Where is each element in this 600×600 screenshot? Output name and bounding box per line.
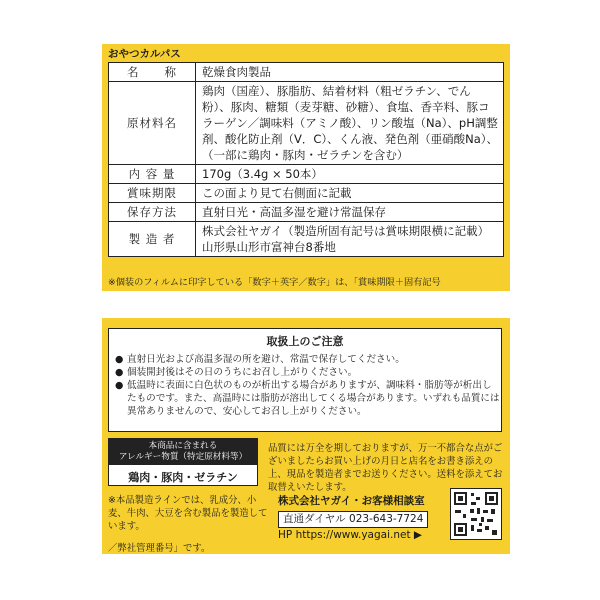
table-row bbox=[109, 165, 504, 184]
spec-header: 名 称 bbox=[109, 63, 196, 82]
notice-text: 個装開封後はその日のうちにお召し上がりください。 bbox=[127, 367, 358, 378]
table-row bbox=[109, 63, 504, 82]
spec-header: 内 容 量 bbox=[109, 165, 196, 184]
phone-number: 直通ダイヤル 023-643-7724 bbox=[278, 511, 428, 528]
manufacturer-name: 株式会社ヤガイ（製造所固有記号は賞味期限横に記載） bbox=[202, 224, 490, 238]
spec-header: 製 造 者 bbox=[109, 222, 196, 257]
spec-header: 原材料名 bbox=[109, 82, 196, 165]
list-item bbox=[115, 353, 501, 366]
notice-text: 直射日光および高温多湿の所を避け、常温で保存してください。 bbox=[127, 354, 405, 365]
handling-notice-title: 取扱上のご注意 bbox=[266, 335, 344, 348]
allergen-header-line1: 本商品に含まれる bbox=[148, 441, 218, 451]
company-name: 株式会社ヤガイ・お客様相談室 bbox=[278, 495, 425, 507]
allergen-header bbox=[109, 439, 257, 465]
bullet-icon: ● bbox=[115, 354, 124, 365]
table-row bbox=[109, 222, 504, 257]
quality-guarantee-text: 品質には万全を期しておりますが、万一不都合な点がございましたらお買い上げの月日と店名をお書き添えの上、現品を製造者までお送りください。送料を添えてお取替えいたします。 bbox=[268, 443, 503, 493]
ingredients-value: 鶏肉（国産）、豚脂肪、結着材料（粗ゼラチン、でん粉）、豚肉、糖類（麦芽糖、砂糖）、食塩、香辛料、豚コラーゲン／調味料（アミノ酸）、リン酸塩（Na）、pH調整剤、酸化防止剤（V．C）、くん液、発色剤（亜硝酸Na）、（一部に鶏肉・豚肉・ゼラチンを含む） bbox=[196, 82, 504, 165]
table-row bbox=[109, 203, 504, 222]
company-contact bbox=[278, 494, 428, 543]
spec-value: 170g（3.4g × 50本） bbox=[196, 165, 504, 184]
spec-value: この面より見て右側面に記載 bbox=[196, 184, 504, 203]
website-link[interactable]: HP https://www.yagai.net ▶ bbox=[278, 529, 422, 541]
spec-value: 乾燥食肉製品 bbox=[196, 63, 504, 82]
list-item bbox=[115, 366, 501, 379]
spec-header: 保存方法 bbox=[109, 203, 196, 222]
production-line-note: ※本品製造ラインでは、乳成分、小麦、牛肉、大豆を含む製品を製造しています。 bbox=[108, 495, 268, 532]
spec-table bbox=[108, 62, 504, 257]
table-row bbox=[109, 82, 504, 165]
allergen-list: 鶏肉・豚肉・ゼラチン bbox=[128, 471, 238, 484]
allergen-box bbox=[108, 438, 258, 486]
notice-text: 低温時に表面に白色状のものが析出する場合がありますが、調味料・脂肪等が析出したものです。また、高温時には脂肪が溶出してくる場合があります。いずれも品質には異常ありませんので、安心してお召し上がりください。 bbox=[127, 380, 500, 417]
allergen-header-line2: アレルギー物質（特定原材料等） bbox=[118, 452, 248, 462]
spec-value: 直射日光・高温多湿を避け常温保存 bbox=[196, 203, 504, 222]
bullet-icon: ● bbox=[115, 367, 124, 378]
qr-code-icon[interactable] bbox=[450, 488, 502, 540]
bullet-icon: ● bbox=[115, 380, 124, 391]
handling-notice-box bbox=[108, 328, 502, 432]
management-number-note: ／弊社管理番号」です。 bbox=[108, 543, 211, 554]
handling-notice-list bbox=[115, 353, 501, 418]
list-item bbox=[115, 379, 501, 418]
manufacturer-address: 山形県山形市富神台8番地 bbox=[202, 240, 336, 254]
label-panel-bottom bbox=[102, 318, 510, 554]
spec-header: 賞味期限 bbox=[109, 184, 196, 203]
manufacturer-value bbox=[196, 222, 504, 257]
label-panel-top bbox=[102, 44, 510, 291]
print-code-note: ※個装のフィルムに印字している「数字＋英字／数字」は、「賞味期限＋固有記号 bbox=[108, 277, 441, 288]
table-row bbox=[109, 184, 504, 203]
product-title: おやつカルパス bbox=[108, 48, 181, 60]
